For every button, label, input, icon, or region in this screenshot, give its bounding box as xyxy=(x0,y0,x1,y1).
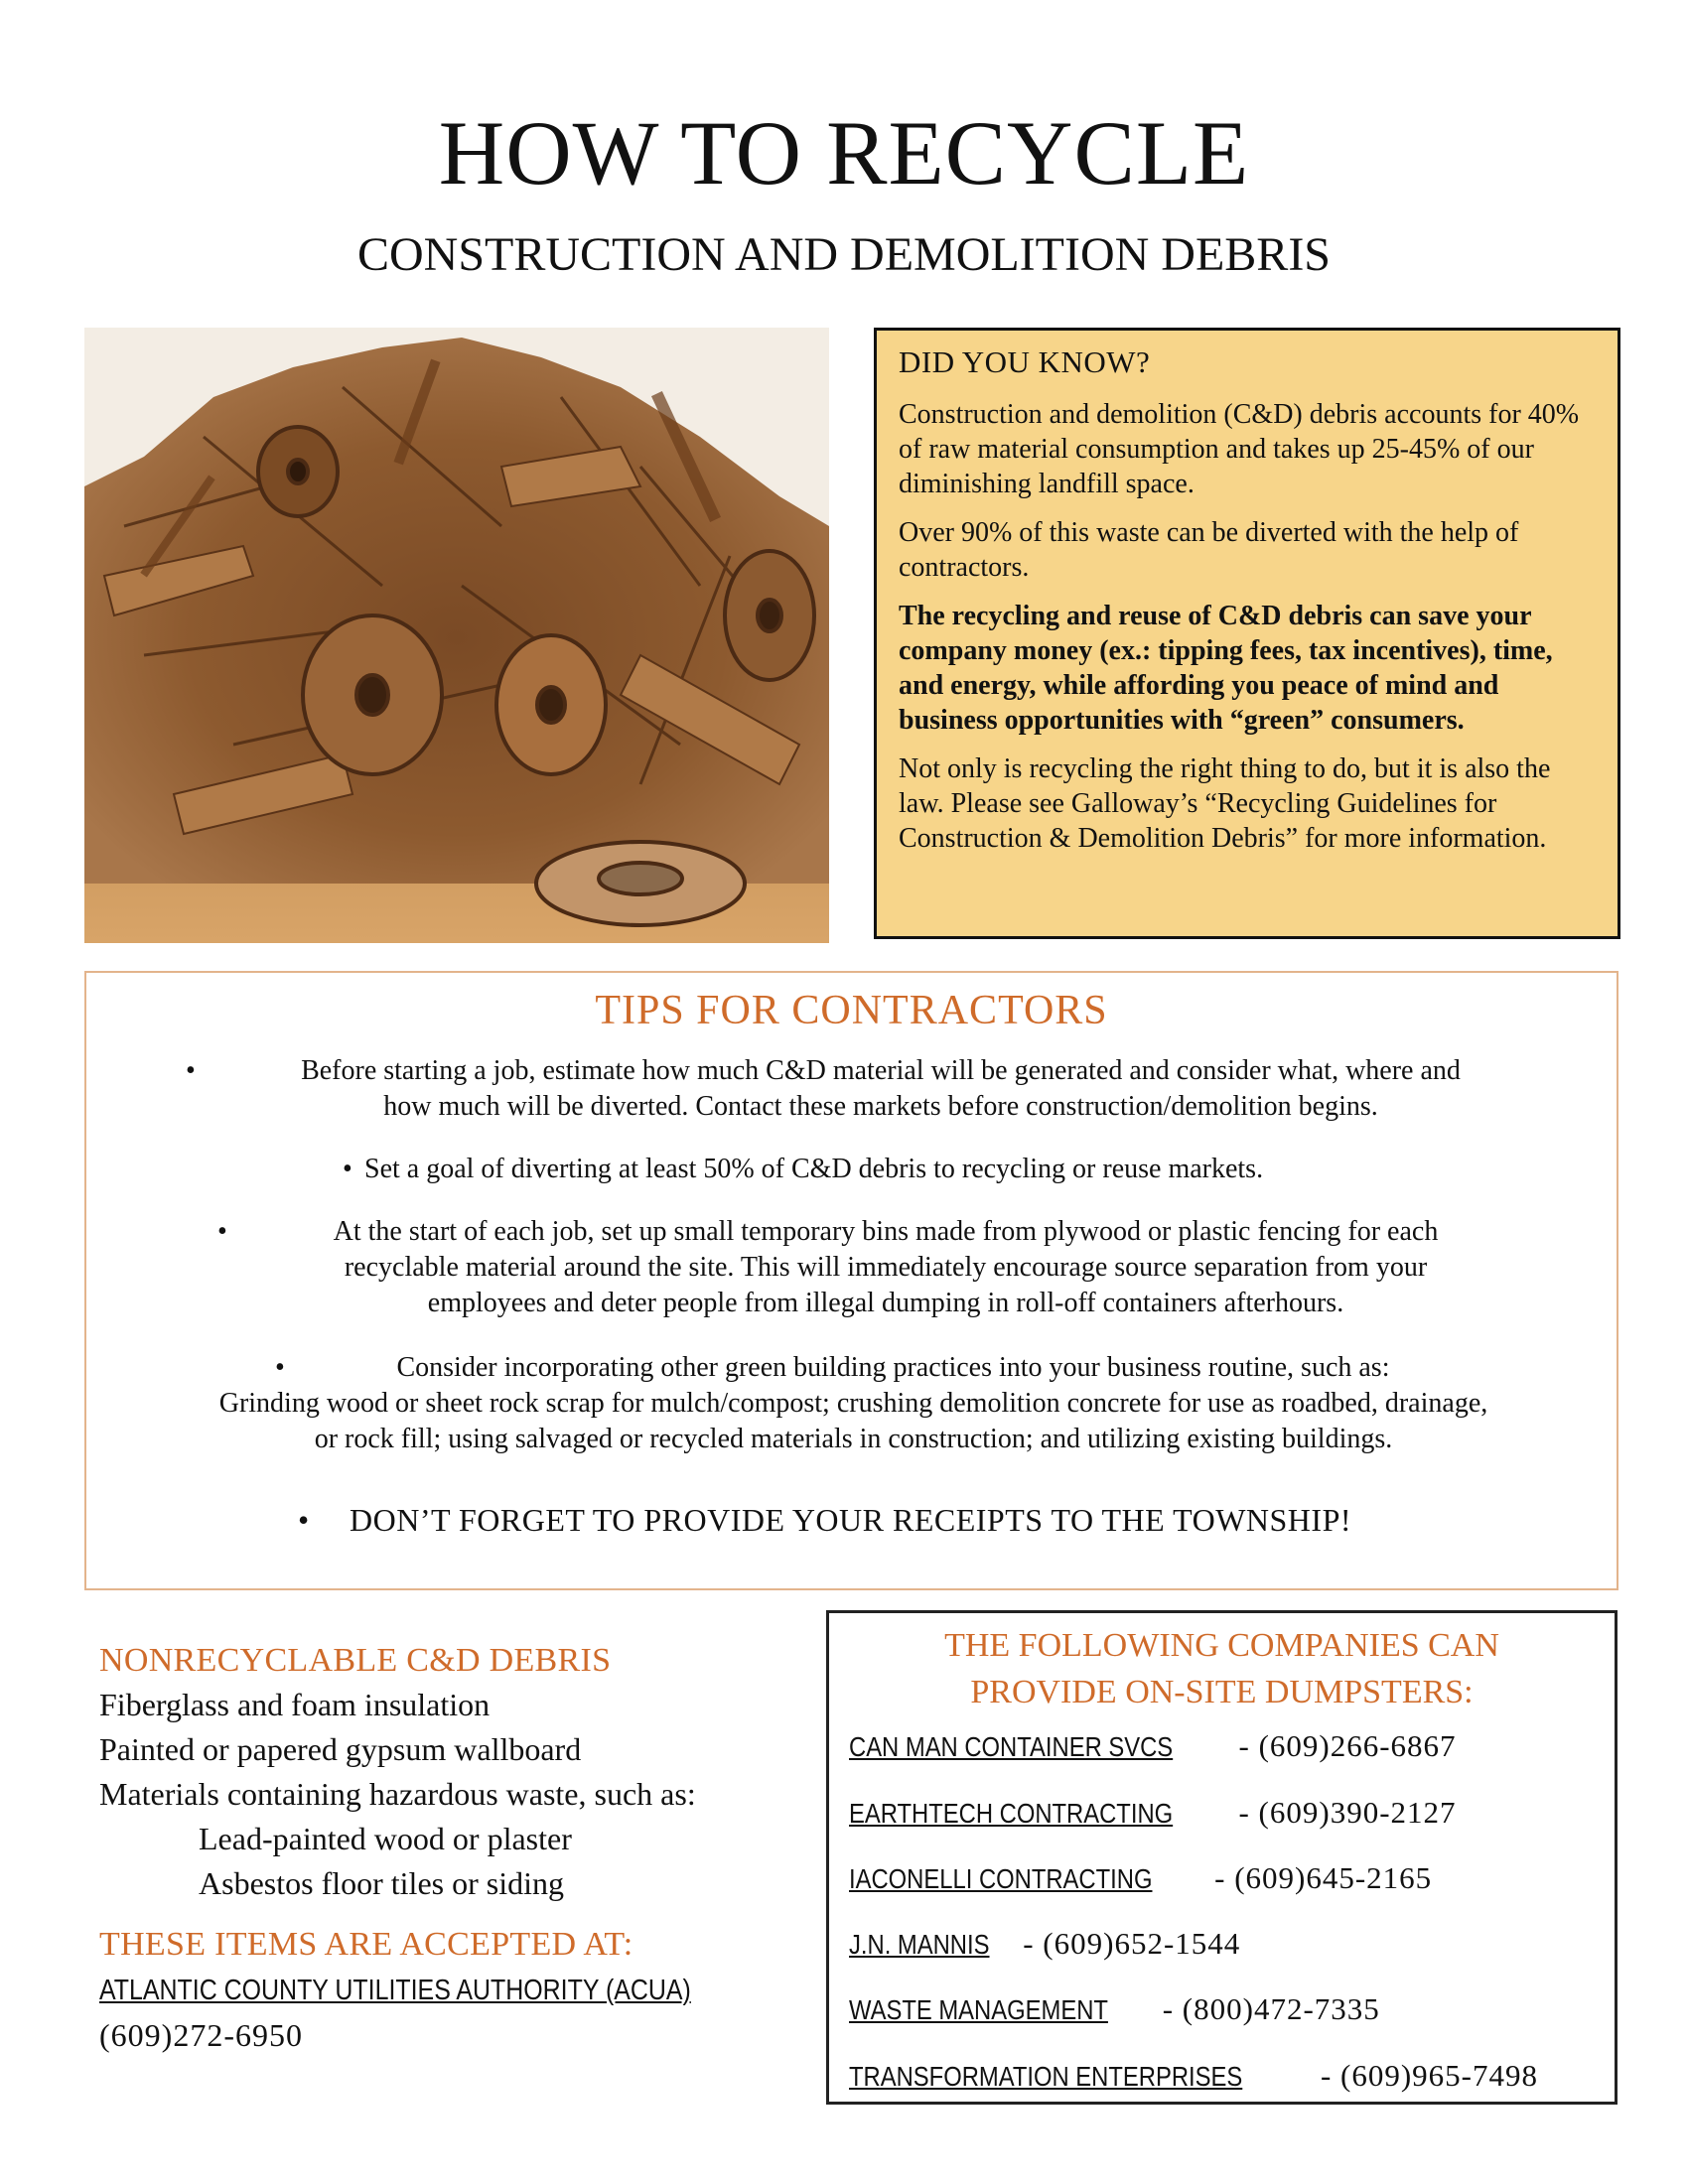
nonrecyclable-item: Fiberglass and foam insulation xyxy=(99,1687,491,1722)
company-entry xyxy=(849,2056,1538,2097)
nonrecyclable-item: Materials containing hazardous waste, such as: xyxy=(99,1776,696,1812)
tip-item xyxy=(86,1350,1620,1457)
scrap-metal-photo xyxy=(84,328,829,943)
nonrecyclable-heading: NONRECYCLABLE C&D DEBRIS xyxy=(99,1642,612,1679)
tip-line: recyclable material around the site. This will immediately encourage source separation from your xyxy=(344,1252,1428,1283)
company-entry xyxy=(849,1858,1432,1899)
acua-link[interactable]: ATLANTIC COUNTY UTILITIES AUTHORITY (ACUA) xyxy=(99,1975,691,2006)
companies-heading xyxy=(829,1622,1615,1715)
company-entry xyxy=(849,1924,1240,1965)
company-name-link[interactable]: IACONELLI CONTRACTING xyxy=(849,1863,1153,1894)
tip-line: employees and deter people from illegal dumping in roll-off containers afterhours. xyxy=(427,1288,1344,1318)
did-you-know-callout xyxy=(874,328,1620,939)
scrap-pile-illustration xyxy=(84,328,829,943)
company-phone: - (609)390-2127 xyxy=(1229,1795,1457,1830)
did-you-know-heading: DID YOU KNOW? xyxy=(899,344,1151,379)
nonrecyclable-item: Painted or papered gypsum wallboard xyxy=(99,1731,582,1767)
nonrecyclable-section xyxy=(99,1638,794,2058)
company-name-link[interactable]: CAN MAN CONTAINER SVCS xyxy=(849,1731,1174,1762)
nonrecyclable-subitem: Asbestos floor tiles or siding xyxy=(199,1865,564,1901)
company-name-link[interactable]: J.N. MANNIS xyxy=(849,1929,990,1960)
bullet-icon: • xyxy=(275,1352,285,1383)
company-name-link[interactable]: TRANSFORMATION ENTERPRISES xyxy=(849,2061,1243,2092)
did-you-know-paragraph: Over 90% of this waste can be diverted with the help of contractors. xyxy=(899,517,1519,583)
tip-item xyxy=(196,1053,1566,1125)
company-entry xyxy=(849,1726,1457,1767)
tip-line: Consider incorporating other green building practices into your business routine, such as: xyxy=(396,1352,1390,1383)
company-phone: - (609)266-6867 xyxy=(1229,1728,1457,1763)
tip-line: how much will be diverted. Contact these markets before construction/demolition begins. xyxy=(383,1091,1378,1122)
dumpster-companies-box xyxy=(826,1610,1618,2105)
bullet-icon: • xyxy=(217,1216,227,1247)
tip-line: Set a goal of diverting at least 50% of C&D debris to recycling or reuse markets. xyxy=(364,1154,1264,1184)
companies-heading-line: THE FOLLOWING COMPANIES CAN xyxy=(944,1627,1499,1664)
tips-for-contractors-box xyxy=(84,971,1618,1590)
tip-line: At the start of each job, set up small temporary bins made from plywood or plastic fencing for each xyxy=(333,1216,1439,1247)
bullet-icon: • xyxy=(343,1154,352,1184)
page-title: HOW TO RECYCLE xyxy=(438,102,1250,204)
tip-item xyxy=(225,1214,1546,1321)
company-phone: - (609)652-1544 xyxy=(1014,1926,1241,1961)
tips-heading: TIPS FOR CONTRACTORS xyxy=(595,988,1108,1033)
did-you-know-paragraph: Construction and demolition (C&D) debris accounts for 40% of raw material consumption and takes up 25-45% of our diminishing landfill space. xyxy=(899,399,1580,499)
company-name-link[interactable]: EARTHTECH CONTRACTING xyxy=(849,1798,1174,1829)
page-subtitle: CONSTRUCTION AND DEMOLITION DEBRIS xyxy=(357,228,1331,281)
nonrecyclable-subitem: Lead-painted wood or plaster xyxy=(199,1821,572,1856)
bullet-icon: • xyxy=(186,1055,196,1086)
company-entry xyxy=(849,1989,1380,2030)
company-phone: - (609)645-2165 xyxy=(1205,1860,1433,1895)
tip-line: Grinding wood or sheet rock scrap for mulch/compost; crushing demolition concrete for use as roadbed, drainage, xyxy=(218,1388,1488,1419)
company-entry xyxy=(849,1793,1457,1834)
accepted-at-heading: THESE ITEMS ARE ACCEPTED AT: xyxy=(99,1926,633,1963)
tip-line: Before starting a job, estimate how much C&D material will be generated and consider what, where and xyxy=(301,1055,1461,1086)
did-you-know-paragraph: Not only is recycling the right thing to do, but it is also the law. Please see Galloway’s “Recycling Guidelines for Construction & Demolition Debris” for more information. xyxy=(899,753,1551,854)
receipts-reminder: DON’T FORGET TO PROVIDE YOUR RECEIPTS TO THE TOWNSHIP! xyxy=(350,1502,1352,1538)
bullet-icon: • xyxy=(298,1502,310,1538)
tip-item xyxy=(364,1152,1457,1187)
company-phone: - (800)472-7335 xyxy=(1153,1991,1380,2026)
company-phone: - (609)965-7498 xyxy=(1312,2058,1538,2093)
company-name-link[interactable]: WASTE MANAGEMENT xyxy=(849,1994,1108,2025)
acua-phone: (609)272-6950 xyxy=(99,2017,303,2053)
did-you-know-paragraph-bold: The recycling and reuse of C&D debris can save your company money (ex.: tipping fees, tax incentives), time, and energy, while affording you peace of mind and business opportunities with “green” consumers. xyxy=(899,601,1553,736)
tip-line: or rock fill; using salvaged or recycled materials in construction; and utilizing existing buildings. xyxy=(314,1424,1393,1454)
companies-heading-line: PROVIDE ON-SITE DUMPSTERS: xyxy=(970,1674,1474,1710)
